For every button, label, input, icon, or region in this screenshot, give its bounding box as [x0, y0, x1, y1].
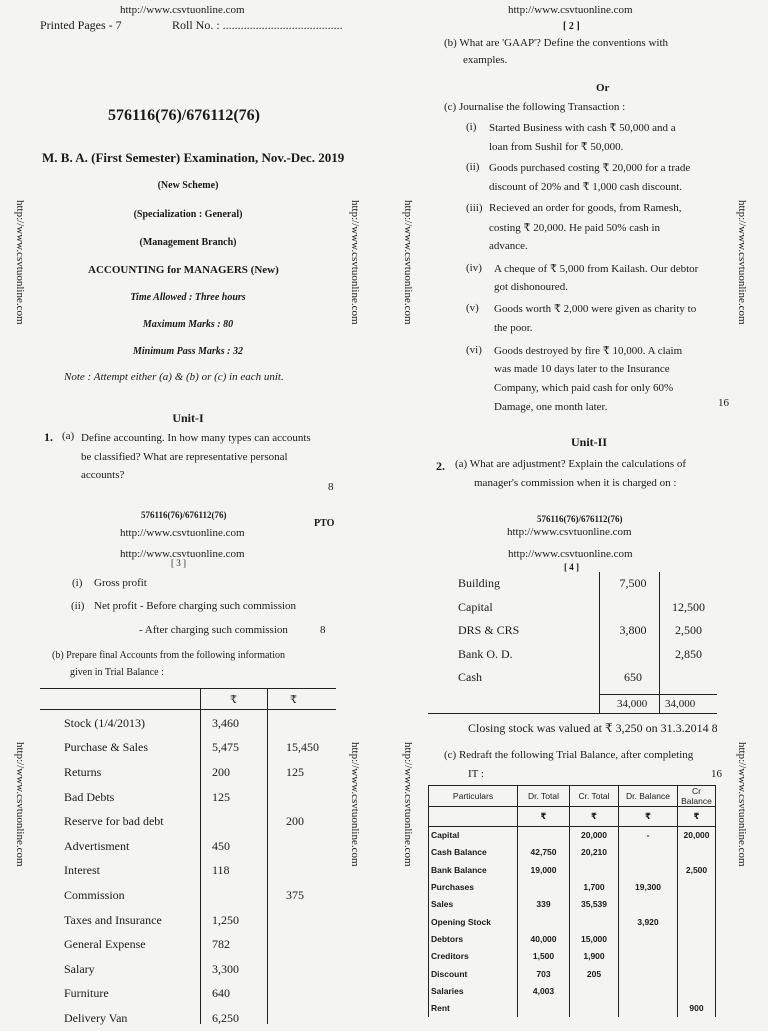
q1b-line1: (b) What are 'GAAP'? Define the conventions with [444, 37, 669, 49]
closing-stock: Closing stock was valued at ₹ 3,250 on 31.3.2014 8 [468, 721, 718, 735]
side-url-3: http://www.csvtuonline.com [402, 200, 414, 325]
row-debit-amount: 5,475 [212, 740, 239, 755]
row-account-name: Stock (1/4/2013) [64, 715, 145, 730]
tb-dr-balance: 3,920 [619, 913, 678, 930]
note: Note : Attempt either (a) & (b) or (c) in each unit. [64, 371, 284, 383]
row-debit-amount: 650 [624, 670, 642, 685]
q2b-line2: given in Trial Balance : [70, 667, 164, 678]
tb-dr-total [518, 878, 570, 895]
tb-dr-balance [619, 844, 678, 861]
tb-header-cr-total: Cr. Total [570, 786, 619, 807]
tb-cr-total [570, 982, 619, 999]
tb-dr-total: 4,003 [518, 982, 570, 999]
row-credit-amount [278, 1006, 334, 1031]
row-debit-amount [204, 809, 278, 834]
row-credit-amount [278, 982, 334, 1007]
row-debit-amount [204, 883, 278, 908]
row-debit-amount: 3,460 [212, 715, 239, 730]
row-debit-amount [603, 596, 663, 620]
branch: (Management Branch) [139, 237, 237, 248]
row-account-name: Bank O. D. [458, 646, 513, 661]
tb-dr-balance [619, 982, 678, 999]
page-number-3: [ 3 ] [171, 558, 186, 568]
tb-cr-balance: 20,000 [678, 827, 716, 844]
table-row [62, 908, 334, 933]
or-label: Or [596, 82, 610, 94]
item-iv-line1: A cheque of ₹ 5,000 from Kailash. Our debtor [494, 263, 699, 275]
tb-unit-particulars [429, 807, 518, 827]
row-credit-amount: 15,450 [286, 740, 319, 755]
table-row [62, 859, 334, 884]
redraft-trial-balance-table [428, 785, 716, 1017]
tb-cr-balance [678, 878, 716, 895]
side-url-7: http://www.csvtuonline.com [402, 742, 414, 867]
gross-profit: Gross profit [94, 577, 147, 589]
tb-particular: Purchases [429, 878, 518, 895]
tb-dr-balance [619, 930, 678, 947]
row-debit-amount: 3,300 [212, 961, 239, 976]
table3-top-rule [40, 688, 336, 689]
side-url-6: http://www.csvtuonline.com [349, 742, 361, 867]
min-marks: Minimum Pass Marks : 32 [132, 346, 244, 357]
q2c-line2: IT : [468, 768, 484, 780]
q2c-marks: 16 [711, 768, 722, 780]
row-credit-amount: 12,500 [672, 599, 705, 614]
row-debit-amount: 1,250 [212, 912, 239, 927]
item-v-line1: Goods worth ₹ 2,000 were given as charity to [494, 303, 697, 315]
table-row [429, 827, 716, 844]
row-debit-amount: 118 [212, 863, 230, 878]
table-row [62, 834, 334, 859]
tb-cr-total: 205 [570, 965, 619, 982]
item-vi-line2: was made 10 days later to the Insurance [494, 363, 670, 375]
footer-code-right: 576116(76)/676112(76) [537, 514, 623, 524]
q2-number: 2. [436, 459, 445, 473]
tb-cr-total: 35,539 [570, 896, 619, 913]
row-credit-amount [663, 572, 714, 596]
table-row [429, 965, 716, 982]
tb-dr-balance [619, 948, 678, 965]
row-account-name: Purchase & Sales [64, 740, 148, 755]
specialization: (Specialization : General) [133, 209, 243, 220]
row-debit-amount: 640 [212, 986, 230, 1001]
exam-title: M. B. A. (First Semester) Examination, Nov.-Dec. 2019 [42, 150, 345, 165]
tb-cr-total: 20,000 [570, 827, 619, 844]
q2a-marks: 8 [320, 624, 326, 636]
item-vi-line1: Goods destroyed by fire ₹ 10,000. A claim [494, 345, 683, 357]
row-debit-amount: 7,500 [619, 576, 647, 591]
tb-cr-total: 1,900 [570, 948, 619, 965]
tb-dr-total: 40,000 [518, 930, 570, 947]
row-account-name: DRS & CRS [458, 623, 520, 638]
tb-cr-balance [678, 982, 716, 999]
row-credit-amount [663, 666, 714, 690]
tb-unit-dr-total: ₹ [518, 807, 570, 827]
tb-dr-total: 19,000 [518, 861, 570, 878]
tb-dr-balance: - [619, 827, 678, 844]
row-credit-amount [278, 908, 334, 933]
row-account-name: Delivery Van [64, 1010, 128, 1025]
row-account-name: Bad Debts [64, 789, 115, 804]
item-i-num: (i) [466, 121, 477, 133]
table-row [429, 896, 716, 913]
row-debit-amount: 6,250 [212, 1010, 239, 1025]
tb-dr-balance [619, 896, 678, 913]
q1b-line2: examples. [463, 54, 508, 66]
table4-total-rule-top [599, 694, 717, 695]
row-account-name: Returns [64, 764, 102, 779]
q1a-marks: 8 [328, 481, 334, 493]
page-number-2: [ 2 ] [563, 21, 580, 32]
tb-particular: Salaries [429, 982, 518, 999]
item-vi-line4: Damage, one month later. [494, 401, 608, 413]
tb-cr-total [570, 861, 619, 878]
time-allowed: Time Allowed : Three hours [130, 292, 246, 303]
row-credit-amount: 200 [286, 814, 304, 829]
tb-cr-balance [678, 844, 716, 861]
roll-number: Roll No. : ........................................ [172, 18, 343, 32]
tb-header-dr-total: Dr. Total [518, 786, 570, 807]
printed-pages: Printed Pages - 7 [40, 18, 122, 32]
row-account-name: Reserve for bad debt [64, 814, 164, 829]
tb-cr-balance [678, 913, 716, 930]
tb-particular: Creditors [429, 948, 518, 965]
page-number-4: [ 4 ] [564, 562, 579, 572]
item-iii-line1: Recieved an order for goods, from Ramesh, [489, 202, 682, 214]
table-row [456, 643, 714, 667]
tb-particular: Capital [429, 827, 518, 844]
q1c-heading: (c) Journalise the following Transaction : [444, 101, 626, 113]
table4-total-rule-bottom [428, 713, 717, 714]
pto: PTO [314, 518, 335, 529]
header-url-right: http://www.csvtuonline.com [508, 4, 633, 16]
side-url-5: http://www.csvtuonline.com [14, 742, 26, 867]
tb-dr-total: 703 [518, 965, 570, 982]
tb-cr-total: 1,700 [570, 878, 619, 895]
tb-cr-balance: 900 [678, 999, 716, 1016]
table-row [62, 760, 334, 785]
tb-cr-total [570, 913, 619, 930]
table-row [429, 878, 716, 895]
row-credit-amount [278, 957, 334, 982]
row-credit-amount [278, 711, 334, 736]
tb-particular: Rent [429, 999, 518, 1016]
scheme: (New Scheme) [157, 180, 219, 191]
trial-balance-table-part1 [62, 711, 334, 1031]
row-account-name: Commission [64, 887, 125, 902]
table-row [62, 957, 334, 982]
item-v-line2: the poor. [494, 322, 533, 334]
table-row [456, 572, 714, 596]
q1c-marks: 16 [718, 397, 729, 409]
row-credit-amount: 2,850 [675, 646, 702, 661]
row-account-name: Capital [458, 599, 493, 614]
item-i-line1: Started Business with cash ₹ 50,000 and a [489, 122, 676, 134]
net-profit: Net profit - Before charging such commission [94, 600, 297, 612]
tb-cr-balance: 2,500 [678, 861, 716, 878]
row-credit-amount [278, 785, 334, 810]
tb-dr-balance: 19,300 [619, 878, 678, 895]
item-iii-line3: advance. [489, 240, 528, 252]
tb-cr-balance [678, 896, 716, 913]
table3-currency-cr: ₹ [290, 694, 297, 706]
tb-dr-total [518, 913, 570, 930]
footer-url-left: http://www.csvtuonline.com [120, 527, 245, 539]
row-debit-amount: 200 [212, 764, 230, 779]
tb-particular: Sales [429, 896, 518, 913]
side-url-4: http://www.csvtuonline.com [736, 200, 748, 325]
table-row [62, 736, 334, 761]
table3-header-rule [40, 709, 336, 710]
row-credit-amount [278, 932, 334, 957]
tb-dr-total [518, 999, 570, 1016]
tb-cr-total: 15,000 [570, 930, 619, 947]
side-url-2: http://www.csvtuonline.com [349, 200, 361, 325]
row-credit-amount [278, 834, 334, 859]
row-account-name: Building [458, 576, 501, 591]
table-row [429, 913, 716, 930]
page4-url: http://www.csvtuonline.com [508, 548, 633, 560]
tb-cr-balance [678, 965, 716, 982]
tb-particular: Opening Stock [429, 913, 518, 930]
item-iv-num: (iv) [466, 262, 482, 274]
table-row [62, 982, 334, 1007]
row-debit-amount: 450 [212, 838, 230, 853]
row-account-name: General Expense [64, 937, 146, 952]
row-credit-amount: 125 [286, 764, 304, 779]
row-account-name: Advertisment [64, 838, 130, 853]
total-cr: 34,000 [665, 698, 696, 710]
tb-header-particulars: Particulars [429, 786, 518, 807]
footer-code-left: 576116(76)/676112(76) [141, 510, 227, 520]
q2c-line1: (c) Redraft the following Trial Balance, after completing [444, 749, 694, 761]
row-debit-amount: 3,800 [619, 623, 647, 638]
tb-cr-balance [678, 930, 716, 947]
table-row [62, 711, 334, 736]
gross-num: (i) [72, 577, 83, 589]
tb-particular: Discount [429, 965, 518, 982]
table-row [429, 930, 716, 947]
item-iii-num: (iii) [466, 202, 483, 214]
row-account-name: Salary [64, 961, 95, 976]
row-account-name: Furniture [64, 986, 109, 1001]
table-row [62, 883, 334, 908]
tb-particular: Debtors [429, 930, 518, 947]
row-debit-amount: 125 [212, 789, 230, 804]
table3-currency-dr: ₹ [230, 694, 237, 706]
max-marks: Maximum Marks : 80 [142, 319, 234, 330]
q2b-line1: (b) Prepare final Accounts from the following information [52, 650, 285, 661]
table-row [429, 948, 716, 965]
side-url-8: http://www.csvtuonline.com [736, 742, 748, 867]
row-debit-amount: 782 [212, 937, 230, 952]
page3-url: http://www.csvtuonline.com [120, 548, 245, 560]
q1a-label: (a) [62, 430, 75, 442]
tb-header-dr-balance: Dr. Balance [619, 786, 678, 807]
tb-particular: Cash Balance [429, 844, 518, 861]
tb-unit-dr-balance: ₹ [619, 807, 678, 827]
tb-dr-total: 42,750 [518, 844, 570, 861]
item-ii-line2: discount of 20% and ₹ 1,000 cash discount. [489, 181, 683, 193]
table-row [456, 596, 714, 620]
tb-dr-balance [619, 965, 678, 982]
tb-dr-total: 1,500 [518, 948, 570, 965]
row-credit-amount [278, 859, 334, 884]
tb-dr-total [518, 827, 570, 844]
item-i-line2: loan from Sushil for ₹ 50,000. [489, 141, 624, 153]
item-iii-line2: costing ₹ 20,000. He paid 50% cash in [489, 222, 661, 234]
side-url-1: http://www.csvtuonline.com [14, 200, 26, 325]
tb-cr-total [570, 999, 619, 1016]
net-num: (ii) [71, 600, 85, 612]
table-row [62, 1006, 334, 1031]
table-row [456, 666, 714, 690]
unit1-title: Unit-I [172, 411, 204, 425]
subject-title: ACCOUNTING for MANAGERS (New) [88, 264, 279, 276]
q2a-line1: (a) What are adjustment? Explain the calculations of [455, 458, 687, 470]
table-row [429, 982, 716, 999]
row-account-name: Interest [64, 863, 100, 878]
total-dr: 34,000 [617, 698, 648, 710]
tb-header-cr-balance: Cr Balance [678, 786, 716, 807]
table-row [429, 844, 716, 861]
q1-number: 1. [44, 430, 53, 444]
table-row [62, 932, 334, 957]
item-iv-line2: got dishonoured. [494, 281, 568, 293]
tb-dr-balance [619, 861, 678, 878]
q1a-line3: accounts? [81, 469, 125, 481]
tb-dr-balance [619, 999, 678, 1016]
item-vi-num: (vi) [466, 344, 482, 356]
paper-code: 576116(76)/676112(76) [108, 107, 260, 124]
item-ii-line1: Goods purchased costing ₹ 20,000 for a trade [489, 162, 691, 174]
after-commission: - After charging such commission [139, 624, 288, 636]
row-credit-amount: 375 [286, 887, 304, 902]
item-v-num: (v) [466, 302, 479, 314]
tb-unit-cr-balance: ₹ [678, 807, 716, 827]
q2a-line2: manager's commission when it is charged on : [474, 477, 677, 489]
tb-particular: Bank Balance [429, 861, 518, 878]
tb-cr-total: 20,210 [570, 844, 619, 861]
table-row [62, 785, 334, 810]
item-ii-num: (ii) [466, 161, 480, 173]
item-vi-line3: Company, which paid cash for only 60% [494, 382, 674, 394]
row-debit-amount [603, 643, 663, 667]
row-account-name: Taxes and Insurance [64, 912, 162, 927]
table-row [456, 619, 714, 643]
header-url: http://www.csvtuonline.com [120, 4, 245, 16]
q1a-line2: be classified? What are representative personal [81, 451, 288, 463]
tb-dr-total: 339 [518, 896, 570, 913]
q1a-line1: Define accounting. In how many types can accounts [81, 432, 311, 444]
table-row [429, 999, 716, 1016]
row-account-name: Cash [458, 670, 482, 685]
tb-unit-cr-total: ₹ [570, 807, 619, 827]
tb-cr-balance [678, 948, 716, 965]
table-row [62, 809, 334, 834]
row-credit-amount: 2,500 [675, 623, 702, 638]
footer-url-right: http://www.csvtuonline.com [507, 526, 632, 538]
trial-balance-table-part2 [456, 572, 714, 690]
unit2-title: Unit-II [571, 435, 608, 449]
table-row [429, 861, 716, 878]
